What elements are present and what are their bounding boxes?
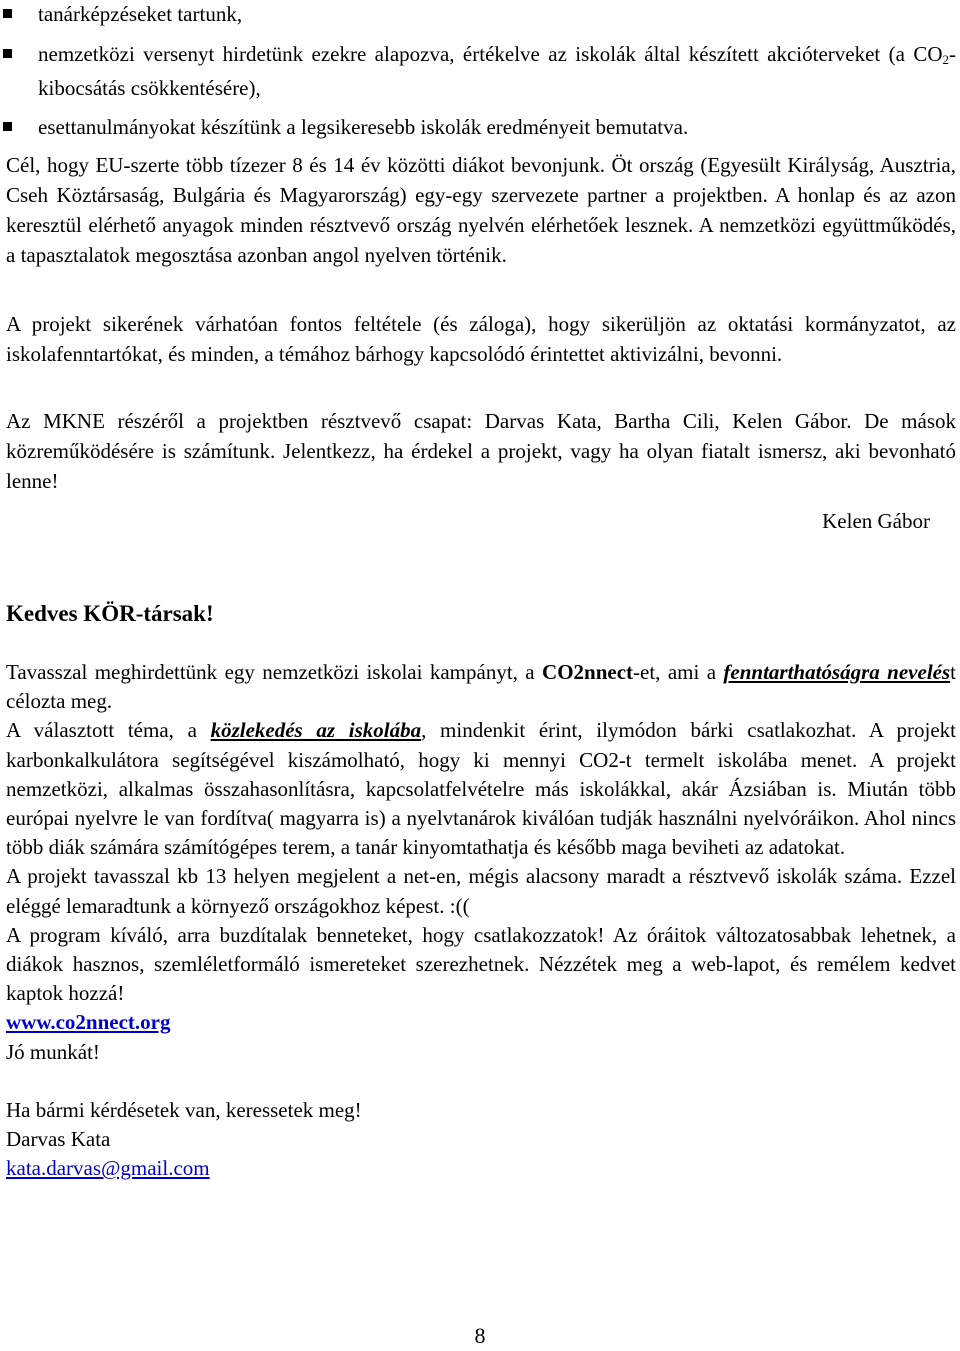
bullet-text-tail: -kibocsátás csökkentésére), xyxy=(38,42,956,100)
text-run: A választott téma, a xyxy=(6,718,211,743)
email-link[interactable]: kata.darvas@gmail.com xyxy=(6,1156,210,1181)
url-line xyxy=(6,1008,956,1037)
subscript: 2 xyxy=(942,52,949,67)
paragraph-goal: Cél, hogy EU-szerte több tízezer 8 és 14 év közötti diákot bevonjunk. Öt ország (Egyesült Királyság, Ausztria, Cseh Köztársaság, Bulgária és Magyarország) egy-egy szervezete partner a projektben. A honlap és az azon keresztül elérhető anyagok minden résztvevő ország nyelvén elérhetőek lesznek. A nemzetközi együttműködés, a tapasztalatok megosztása azonban angol nyelven történik. xyxy=(6,153,956,267)
bullet-square-icon xyxy=(3,122,12,131)
bullet-item xyxy=(0,113,960,142)
author-name: Darvas Kata xyxy=(6,1127,111,1152)
bullet-square-icon xyxy=(3,9,12,18)
page-number: 8 xyxy=(474,1323,486,1348)
text-run: Tavasszal meghirdettünk egy nemzetközi iskolai kampányt, a xyxy=(6,660,543,684)
website-link[interactable]: www.co2nnect.org xyxy=(6,1010,171,1035)
text-run: -et, ami a xyxy=(633,660,724,684)
text-run: t célozta meg. xyxy=(6,660,956,714)
question-line: Ha bármi kérdésetek van, keressetek meg! xyxy=(6,1097,362,1122)
bullet-text: tanárképzéseket tartunk, xyxy=(38,2,243,26)
bullet-text: nemzetközi versenyt hirdetünk ezekre alapozva, értékelve az iskolák által készített akcióterveket (a CO xyxy=(38,42,943,66)
spacer xyxy=(6,1067,956,1096)
letter-paragraph: A projekt tavasszal kb 13 helyen megjelent a net-en, mégis alacsony maradt a résztvevő iskolák száma. Ezzel eléggé lemaradtunk a környező országokhoz képest. :(( xyxy=(6,864,956,918)
letter-paragraph xyxy=(6,658,956,716)
letter-paragraph: A program kíváló, arra buzdítalak benneteket, hogy csatlakozzatok! Az óráitok változatosabbak lehetnek, a diákok hasznos, szemléletformáló ismereteket szerezhetnek. Nézzétek meg a web-lapot, és remélem kedvet kaptok hozzá! xyxy=(6,922,956,1006)
campaign-name: CO2nnect xyxy=(542,660,634,684)
paragraph-success: A projekt sikerének várhatóan fontos feltétele (és záloga), hogy sikerüljön az oktatási kormányzatot, az iskolafenntartókat, és minden, a témához bárhogy kapcsolódó érintettet aktivizálni, bevonni. xyxy=(6,312,956,366)
letter-heading: Kedves KÖR-társak! xyxy=(6,601,214,626)
signature: Kelen Gábor xyxy=(822,509,930,533)
paragraph-team: Az MKNE részéről a projektben résztvevő csapat: Darvas Kata, Bartha Cili, Kelen Gábor. De mások közreműködésére is számítunk. Jelentkezz, ha érdekel a projekt, vagy ha olyan fiatalt ismersz, aki bevonható lenne! xyxy=(6,409,956,493)
bullet-square-icon xyxy=(3,49,12,58)
letter-paragraph xyxy=(6,716,956,862)
emphasis: fenntarthatóságra nevelés xyxy=(723,660,951,684)
emphasis: közlekedés az iskolába xyxy=(210,718,422,743)
letter-body xyxy=(6,658,956,1183)
email-line xyxy=(6,1154,956,1183)
bullet-text: esettanulmányokat készítünk a legsikeresebb iskolák eredményeit bemutatva. xyxy=(38,115,689,139)
text-run: , mindenkit érint, ilymódon bárki csatlakozhat. A projekt karbonkalkulátora segítségével kiszámolható, hogy ki mennyi CO2-t termelt iskolába menet. A projekt nemzetközi, alkalmas összahasonlításra, kapcsolatfelvételre más iskolákkal, akár Ázsiában is. Miután több európai nyelvre le van fordítva( magyarra is) a nyelvtanárok kiválóan tudják használni nyelvóráikon. Ahol nincs több diák számára számítógépes terem, a tanár kinyomtathatja és később maga beviheti az adatokat. xyxy=(6,718,956,860)
bullet-item xyxy=(0,40,960,103)
bullet-item xyxy=(0,0,960,29)
closing-line: Jó munkát! xyxy=(6,1039,100,1064)
